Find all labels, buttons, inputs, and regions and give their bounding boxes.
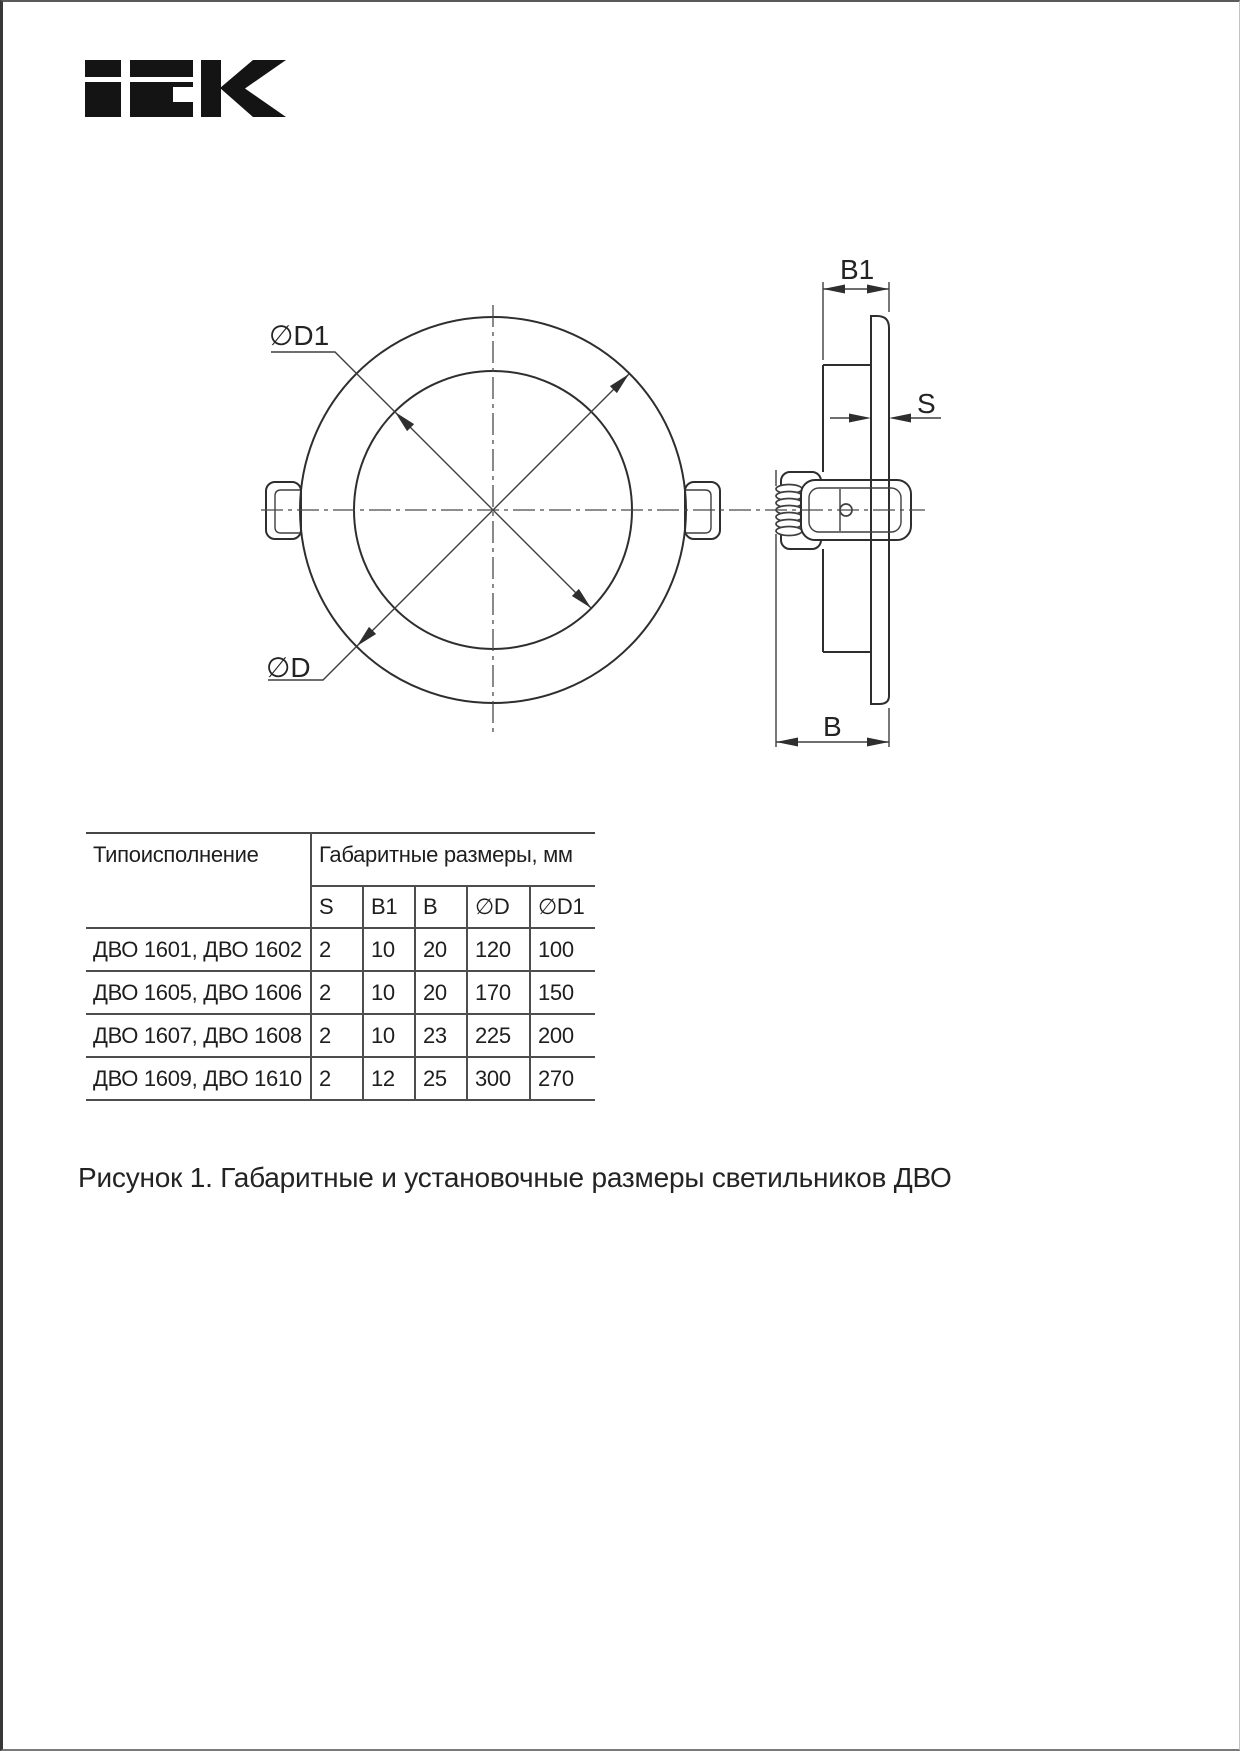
dimensions-table [86, 832, 595, 1101]
logo-e-notch [173, 87, 193, 102]
front-view [266, 305, 720, 735]
value-cell: 20 [415, 928, 467, 971]
technical-drawing [3, 242, 1240, 762]
right-tab-inner [685, 490, 711, 533]
logo-e-top [130, 60, 193, 77]
type-cell: ДВО 1607, ДВО 1608 [86, 1014, 311, 1057]
logo-k-stem [201, 60, 221, 117]
value-cell: 170 [467, 971, 530, 1014]
value-cell: 150 [530, 971, 595, 1014]
value-cell: 200 [530, 1014, 595, 1057]
label-b1: B1 [840, 254, 875, 285]
dimension-s [830, 388, 941, 423]
col-header-b: B [415, 886, 467, 928]
table-row [86, 1014, 595, 1057]
type-cell: ДВО 1609, ДВО 1610 [86, 1057, 311, 1100]
label-d: ∅D [266, 652, 311, 683]
col-header-d1: ∅D1 [530, 886, 595, 928]
dimension-b1 [823, 254, 889, 360]
value-cell: 2 [311, 1057, 363, 1100]
type-cell: ДВО 1605, ДВО 1606 [86, 971, 311, 1014]
table-row [86, 971, 595, 1014]
table-row [86, 1057, 595, 1100]
dimension-d [266, 374, 629, 683]
figure-caption: Рисунок 1. Габаритные и установочные размеры светильников ДВО [78, 1162, 952, 1193]
value-cell: 10 [363, 1014, 415, 1057]
col1-header: Типоисполнение [86, 833, 311, 928]
side-view [776, 254, 941, 747]
value-cell: 2 [311, 928, 363, 971]
logo-i-body [85, 82, 121, 117]
value-cell: 10 [363, 928, 415, 971]
label-b: B [823, 711, 842, 742]
label-s: S [917, 388, 936, 419]
value-cell: 12 [363, 1057, 415, 1100]
table-header-row-1 [86, 833, 595, 886]
value-cell: 270 [530, 1057, 595, 1100]
type-cell: ДВО 1601, ДВО 1602 [86, 928, 311, 971]
logo-i-dot [85, 60, 121, 77]
value-cell: 10 [363, 971, 415, 1014]
col-header-d: ∅D [467, 886, 530, 928]
dimension-b [776, 711, 889, 747]
value-cell: 23 [415, 1014, 467, 1057]
value-cell: 20 [415, 971, 467, 1014]
col-header-s: S [311, 886, 363, 928]
value-cell: 300 [467, 1057, 530, 1100]
dimension-d1 [269, 320, 591, 608]
value-cell: 100 [530, 928, 595, 971]
table-row [86, 928, 595, 971]
left-tab-inner [275, 490, 301, 533]
value-cell: 2 [311, 1014, 363, 1057]
logo-k-arms [220, 60, 286, 117]
value-cell: 225 [467, 1014, 530, 1057]
col-header-b1: B1 [363, 886, 415, 928]
group-header: Габаритные размеры, мм [311, 833, 595, 886]
iek-logo [85, 60, 286, 117]
label-d1: ∅D1 [269, 320, 330, 351]
value-cell: 2 [311, 971, 363, 1014]
value-cell: 25 [415, 1057, 467, 1100]
value-cell: 120 [467, 928, 530, 971]
